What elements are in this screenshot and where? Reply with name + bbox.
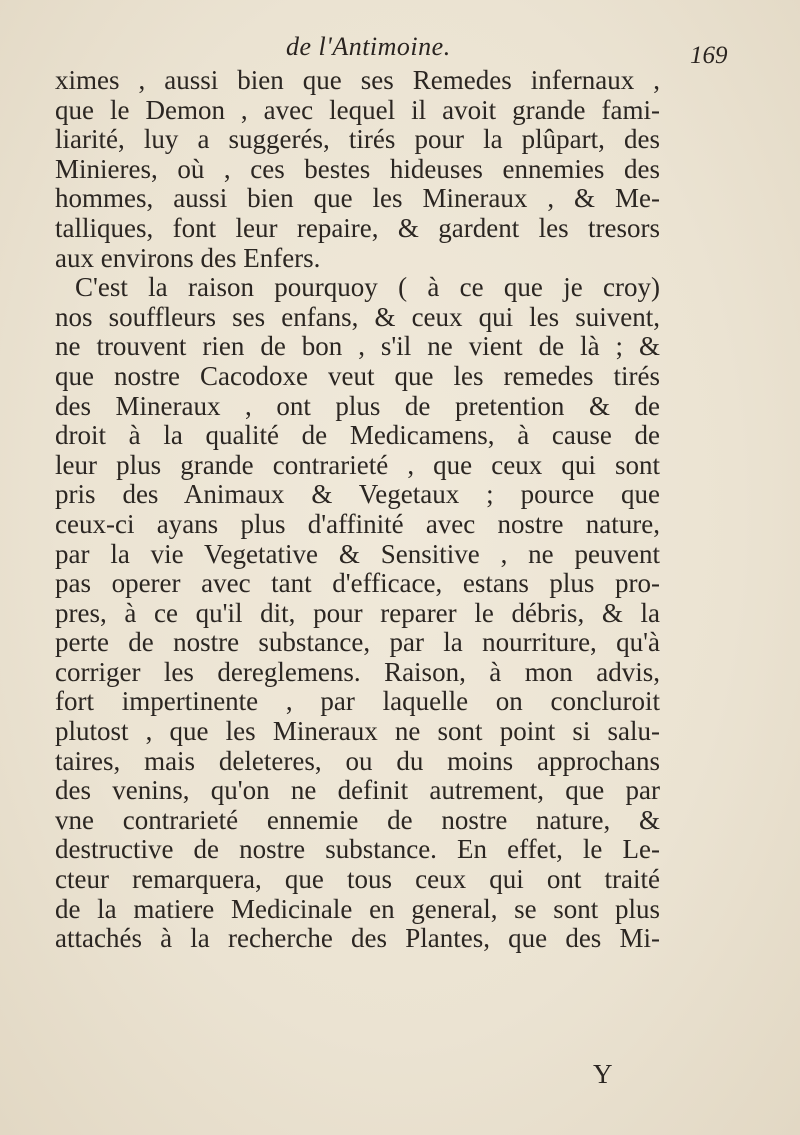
text-line: vne contrarieté ennemie de nostre nature, & xyxy=(55,804,660,835)
text-line: par la vie Vegetative & Sensitive , ne peuvent xyxy=(55,538,660,569)
running-head: de l'Antimoine. xyxy=(286,32,451,61)
text-line: droit à la qualité de Medicamens, à cause de xyxy=(55,420,660,451)
text-line: fort impertinente , par laquelle on concluroit xyxy=(55,686,660,717)
text-line: ceux-ci ayans plus d'affinité avec nostre nature, xyxy=(55,508,660,539)
text-line: attachés à la recherche des Plantes, que des Mi- xyxy=(55,923,660,954)
text-line: des venins, qu'on ne definit autrement, que par xyxy=(55,775,660,806)
text-line: des Mineraux , ont plus de pretention & de xyxy=(55,390,660,421)
text-line: corriger les dereglemens. Raison, à mon advis, xyxy=(55,656,660,687)
text-line: ne trouvent rien de bon , s'il ne vient de là ; & xyxy=(55,331,660,362)
text-line: pres, à ce qu'il dit, pour reparer le débris, & la xyxy=(55,597,660,628)
text-line: talliques, font leur repaire, & gardent les tresors xyxy=(55,212,660,243)
text-line: que nostre Cacodoxe veut que les remedes tirés xyxy=(55,360,660,391)
text-line: nos souffleurs ses enfans, & ceux qui les suivent, xyxy=(55,301,660,332)
text-line: de la matiere Medicinale en general, se sont plus xyxy=(55,893,660,924)
catchword: Y xyxy=(593,1059,613,1089)
text-line: hommes, aussi bien que les Mineraux , & Me- xyxy=(55,183,660,214)
text-line: C'est la raison pourquoy ( à ce que je croy) xyxy=(75,272,660,303)
page-number: 169 xyxy=(690,42,728,69)
text-line: plutost , que les Mineraux ne sont point si salu- xyxy=(55,716,660,747)
text-line: taires, mais deleteres, ou du moins approchans xyxy=(55,745,660,776)
text-line: pris des Animaux & Vegetaux ; pource que xyxy=(55,479,660,510)
text-line: liarité, luy a suggerés, tirés pour la plûpart, des xyxy=(55,124,660,155)
text-line: cteur remarquera, que tous ceux qui ont traité xyxy=(55,864,660,895)
text-line: Minieres, où , ces bestes hideuses ennemies des xyxy=(55,153,660,184)
text-line: leur plus grande contrarieté , que ceux qui sont xyxy=(55,449,660,480)
body-text xyxy=(55,66,660,954)
text-line: que le Demon , avec lequel il avoit grande fami- xyxy=(55,94,660,125)
text-line: ximes , aussi bien que ses Remedes infernaux , xyxy=(55,65,660,95)
text-line: pas operer avec tant d'efficace, estans plus pro- xyxy=(55,568,660,599)
text-line: aux environs des Enfers. xyxy=(55,242,321,273)
text-line: destructive de nostre substance. En effet, le Le- xyxy=(55,834,660,865)
text-line: perte de nostre substance, par la nourriture, qu'à xyxy=(55,627,660,658)
